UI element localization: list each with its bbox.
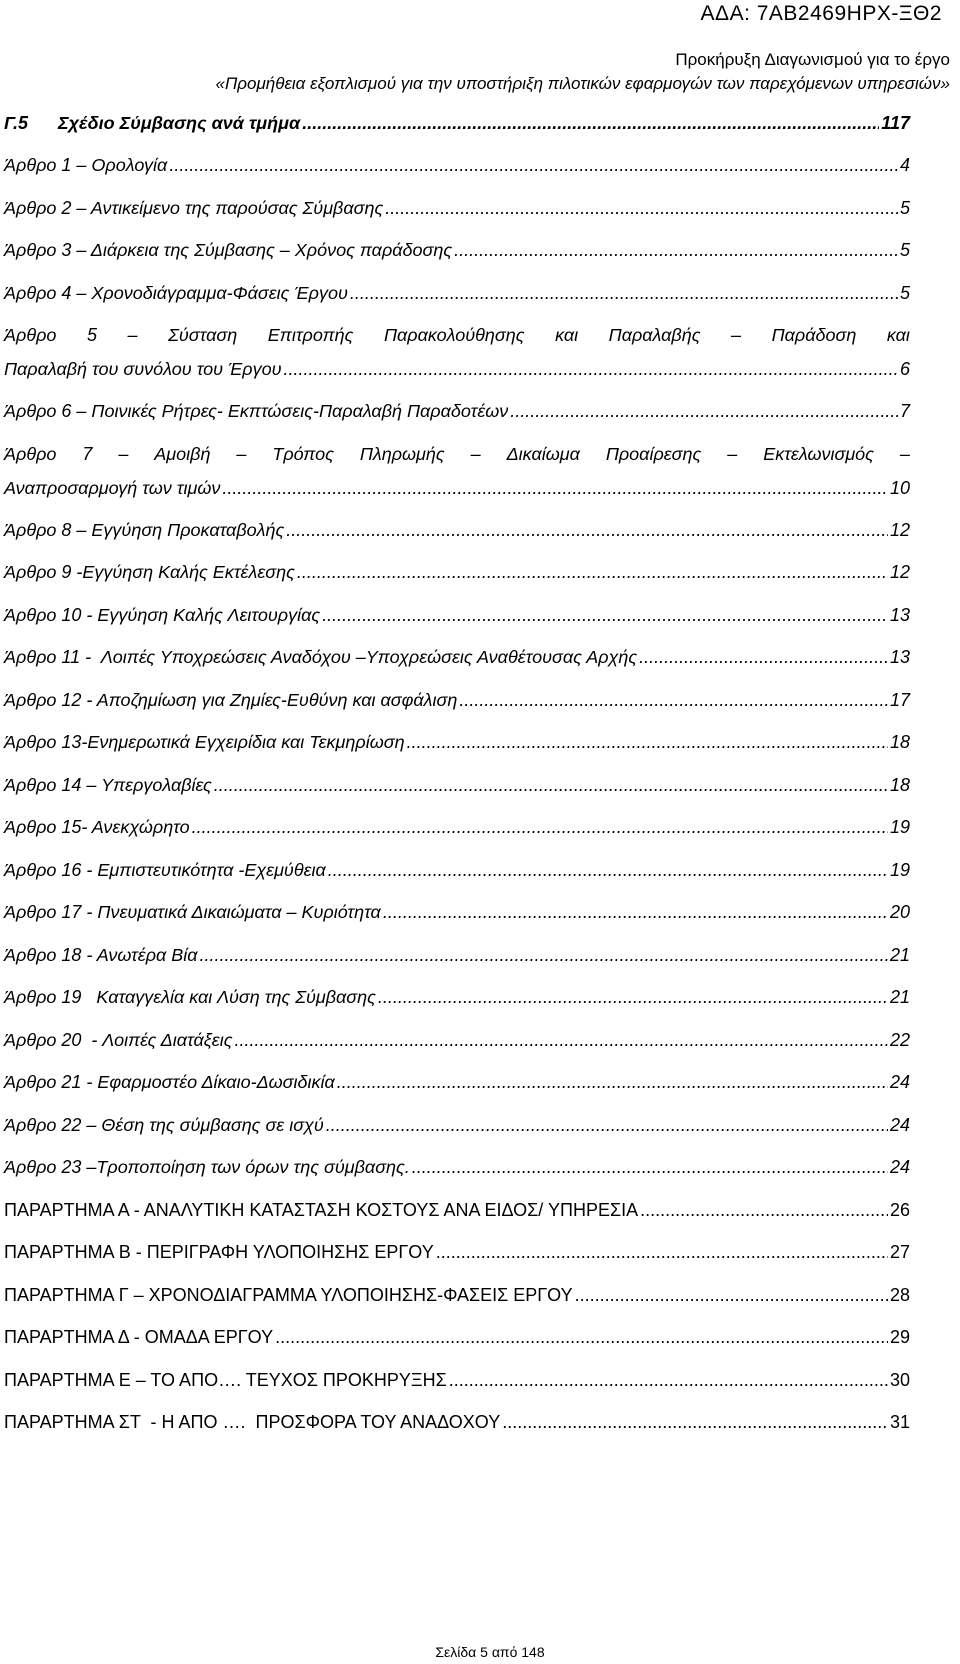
toc-leader <box>297 562 888 583</box>
toc-entry-title: Άρθρο 8 – Εγγύηση Προκαταβολής <box>4 519 285 540</box>
toc-entry[interactable] <box>4 807 910 850</box>
toc-entry-page: 22 <box>889 1029 910 1050</box>
toc-entry[interactable] <box>4 272 910 315</box>
toc-leader <box>639 647 888 668</box>
toc-leader <box>510 401 898 422</box>
toc-entry-page: 13 <box>889 647 910 668</box>
toc-leader <box>326 1115 888 1136</box>
toc-entry-page: 18 <box>889 774 910 795</box>
toc-entry-page: 24 <box>889 1114 910 1135</box>
toc-entry-title: Άρθρο 18 - Ανωτέρα Βία <box>4 944 198 965</box>
toc-entry-title: Άρθρο 3 – Διάρκεια της Σύμβασης – Χρόνος παράδοσης <box>4 240 453 261</box>
toc-leader <box>322 605 888 626</box>
toc-entry-page: 30 <box>889 1369 910 1390</box>
toc-entry-page: 10 <box>889 477 910 498</box>
toc-entry-page: 24 <box>889 1072 910 1093</box>
toc-entry-page: 6 <box>899 359 910 379</box>
toc-entry[interactable] <box>4 679 910 722</box>
toc-leader <box>575 1285 888 1306</box>
toc-entry[interactable] <box>4 230 910 273</box>
toc-entry[interactable] <box>4 187 910 230</box>
toc-entry-title: Άρθρο 9 -Εγγύηση Καλής Εκτέλεσης <box>4 562 295 583</box>
table-of-contents <box>4 102 910 1444</box>
toc-entry-title-line-2: Αναπροσαρμογή των τιμών ..... 10 <box>4 471 910 505</box>
toc-entry-page: 19 <box>889 817 910 838</box>
toc-leader <box>302 113 879 134</box>
toc-entry-page: 20 <box>889 902 910 923</box>
header-line-2: «Προμήθεια εξοπλισμού για την υποστήριξη πιλοτικών εφαρμογών των παρεχόμενων υπηρεσιών» <box>215 74 950 93</box>
toc-entry-title-line-1: Άρθρο 7 – Αμοιβή – Τρόπος Πληρωμής – Δικαίωμα Προαίρεσης – Εκτελωνισμός – <box>4 443 910 464</box>
toc-entry-title: ΠΑΡΑΡΤΗΜΑ Δ - ΟΜΑΔΑ ΕΡΓΟΥ <box>4 1327 274 1348</box>
toc-entry-title: Άρθρο 16 - Εμπιστευτικότητα -Εχεμύθεια <box>4 859 326 880</box>
toc-entry-title: ΠΑΡΑΡΤΗΜΑ Γ – ΧΡΟΝΟΔΙΑΓΡΑΜΜΑ ΥΛΟΠΟΙΗΣΗΣ-ΦΑΣΕΙΣ ΕΡΓΟΥ <box>4 1284 573 1305</box>
toc-entry[interactable] <box>4 637 910 680</box>
toc-entry-title-line-1: Άρθρο 5 – Σύσταση Επιτροπής Παρακολούθησης και Παραλαβής – Παράδοση και <box>4 325 910 345</box>
page-footer <box>0 1644 960 1660</box>
toc-entry-title: Άρθρο 4 – Χρονοδιάγραμμα-Φάσεις Έργου <box>4 282 348 303</box>
toc-entry-page: 13 <box>889 604 910 625</box>
toc-entry-title: ΠΑΡΑΡΤΗΜΑ Β - ΠΕΡΙΓΡΑΦΗ ΥΛΟΠΟΙΗΣΗΣ ΕΡΓΟΥ <box>4 1242 434 1263</box>
toc-entry-page: 21 <box>889 987 910 1008</box>
toc-entry-page: 27 <box>889 1242 910 1263</box>
toc-entry-page: 21 <box>889 944 910 965</box>
toc-leader <box>454 240 898 261</box>
toc-leader <box>169 155 898 176</box>
toc-entry-page: 29 <box>889 1327 910 1348</box>
toc-entry-page: 5 <box>899 240 910 261</box>
page-number: Σελίδα 5 από 148 <box>435 1644 545 1660</box>
toc-entry-title: ΠΑΡΑΡΤΗΜΑ ΣΤ - Η ΑΠΟ …. ΠΡΟΣΦΟΡΑ ΤΟΥ ΑΝΑΔΟΧΟΥ <box>4 1412 501 1433</box>
toc-entry-page: 7 <box>899 401 910 422</box>
toc-entry-page: 4 <box>899 155 910 176</box>
toc-entry-title: Άρθρο 22 – Θέση της σύμβασης σε ισχύ <box>4 1114 324 1135</box>
toc-entry[interactable] <box>4 722 910 765</box>
toc-entry-page: 18 <box>889 732 910 753</box>
toc-entry-title: ΠΑΡΑΡΤΗΜΑ Α - ΑΝΑΛΥΤΙΚΗ ΚΑΤΑΣΤΑΣΗ ΚΟΣΤΟΥΣ ΑΝΑ ΕΙΔΟΣ/ ΥΠΗΡΕΣΙΑ <box>4 1199 639 1220</box>
toc-leader <box>412 1157 888 1178</box>
toc-entry-title: Γ.5 Σχέδιο Σύμβασης ανά τμήμα <box>4 112 301 133</box>
toc-entry-title: Άρθρο 17 - Πνευματικά Δικαιώματα – Κυριότητα <box>4 902 381 923</box>
toc-leader <box>436 1242 888 1263</box>
toc-entry[interactable] <box>4 849 910 892</box>
document-header <box>216 48 951 96</box>
toc-entry-title: Άρθρο 6 – Ποινικές Ρήτρες- Εκπτώσεις-Παραλαβή Παραδοτέων <box>4 401 509 422</box>
toc-entry-page: 24 <box>889 1157 910 1178</box>
toc-entry-title: Άρθρο 20 - Λοιπές Διατάξεις <box>4 1029 233 1050</box>
toc-entry-title: ΠΑΡΑΡΤΗΜΑ Ε – ΤΟ ΑΠΟ…. ΤΕΥΧΟΣ ΠΡΟΚΗΡΥΞΗΣ <box>4 1369 447 1390</box>
toc-entry-page: 5 <box>899 197 910 218</box>
toc-entry-title: Άρθρο 12 - Αποζημίωση για Ζημίες-Ευθύνη και ασφάλιση <box>4 689 458 710</box>
toc-entry[interactable] <box>4 509 910 552</box>
toc-entry-title: Άρθρο 19 Καταγγελία και Λύση της Σύμβασης <box>4 987 376 1008</box>
toc-entry[interactable] <box>4 552 910 595</box>
toc-entry[interactable] <box>4 145 910 188</box>
toc-entry[interactable] <box>4 1402 910 1445</box>
toc-entry[interactable] <box>4 1317 910 1360</box>
toc-entry-page: 12 <box>889 519 910 540</box>
toc-entry-title: Άρθρο 13-Ενημερωτικά Εγχειρίδια και Τεκμηρίωση <box>4 732 405 753</box>
toc-leader <box>214 775 888 796</box>
toc-entry[interactable] <box>4 1232 910 1275</box>
toc-entry[interactable] <box>4 391 910 434</box>
toc-entry[interactable] <box>4 1062 910 1105</box>
toc-entry-title: Άρθρο 23 –Τροποποίηση των όρων της σύμβασης. <box>4 1157 410 1178</box>
toc-entry[interactable] <box>4 764 910 807</box>
toc-leader <box>275 1327 888 1348</box>
toc-entry-page: 17 <box>889 689 910 710</box>
toc-leader <box>449 1370 888 1391</box>
toc-leader <box>286 520 888 541</box>
toc-leader <box>459 690 888 711</box>
toc-leader <box>383 902 888 923</box>
toc-entry-page: 117 <box>881 112 910 133</box>
toc-entry-page: 12 <box>889 562 910 583</box>
toc-entry[interactable] <box>4 1274 910 1317</box>
toc-entry-page: 5 <box>899 282 910 303</box>
toc-leader <box>284 359 898 380</box>
toc-entry-page: 28 <box>889 1284 910 1305</box>
toc-leader <box>385 198 898 219</box>
toc-entry[interactable] <box>4 1019 910 1062</box>
toc-leader <box>328 860 888 881</box>
toc-leader <box>350 283 898 304</box>
toc-entry-page: 31 <box>889 1412 910 1433</box>
header-line-1: Προκήρυξη Διαγωνισμού για το έργο <box>675 50 950 69</box>
toc-entry-title: Άρθρο 11 - Λοιπές Υποχρεώσεις Αναδόχου –Υποχρεώσεις Αναθέτουσας Αρχής <box>4 647 638 668</box>
toc-leader <box>222 478 888 499</box>
toc-entry[interactable] <box>4 892 910 935</box>
toc-leader <box>234 1030 887 1051</box>
toc-leader <box>192 817 888 838</box>
toc-entry[interactable] <box>4 1147 910 1190</box>
toc-entry[interactable] <box>4 433 910 509</box>
toc-leader <box>378 987 888 1008</box>
toc-entry[interactable] <box>4 1104 910 1147</box>
toc-leader <box>337 1072 888 1093</box>
toc-entry[interactable] <box>4 934 910 977</box>
toc-leader <box>407 732 888 753</box>
toc-entry-title: Άρθρο 15- Ανεκχώρητο <box>4 817 190 838</box>
toc-entry[interactable] <box>4 977 910 1020</box>
toc-entry-title: Άρθρο 2 – Αντικείμενο της παρούσας Σύμβασης <box>4 197 384 218</box>
toc-entry[interactable] <box>4 315 910 391</box>
toc-entry[interactable] <box>4 594 910 637</box>
toc-entry-title: Άρθρο 21 - Εφαρμοστέο Δίκαιο-Δωσιδικία <box>4 1072 335 1093</box>
toc-entry-title-line-2: Παραλαβή του συνόλου του Έργου ..... 6 <box>4 353 910 387</box>
toc-entry[interactable] <box>4 1359 910 1402</box>
toc-leader <box>640 1200 888 1221</box>
toc-entry-page: 19 <box>889 859 910 880</box>
toc-entry[interactable] <box>4 102 910 145</box>
toc-entry-title: Άρθρο 1 – Ορολογία <box>4 155 168 176</box>
toc-leader <box>200 945 888 966</box>
toc-entry-title: Άρθρο 14 – Υπεργολαβίες <box>4 774 212 795</box>
toc-entry-title: Άρθρο 10 - Εγγύηση Καλής Λειτουργίας <box>4 604 321 625</box>
toc-entry[interactable] <box>4 1189 910 1232</box>
ada-code: ΑΔΑ: 7ΑΒ2469ΗΡΧ-ΞΘ2 <box>700 2 942 25</box>
toc-leader <box>502 1412 888 1433</box>
toc-entry-page: 26 <box>889 1199 910 1220</box>
